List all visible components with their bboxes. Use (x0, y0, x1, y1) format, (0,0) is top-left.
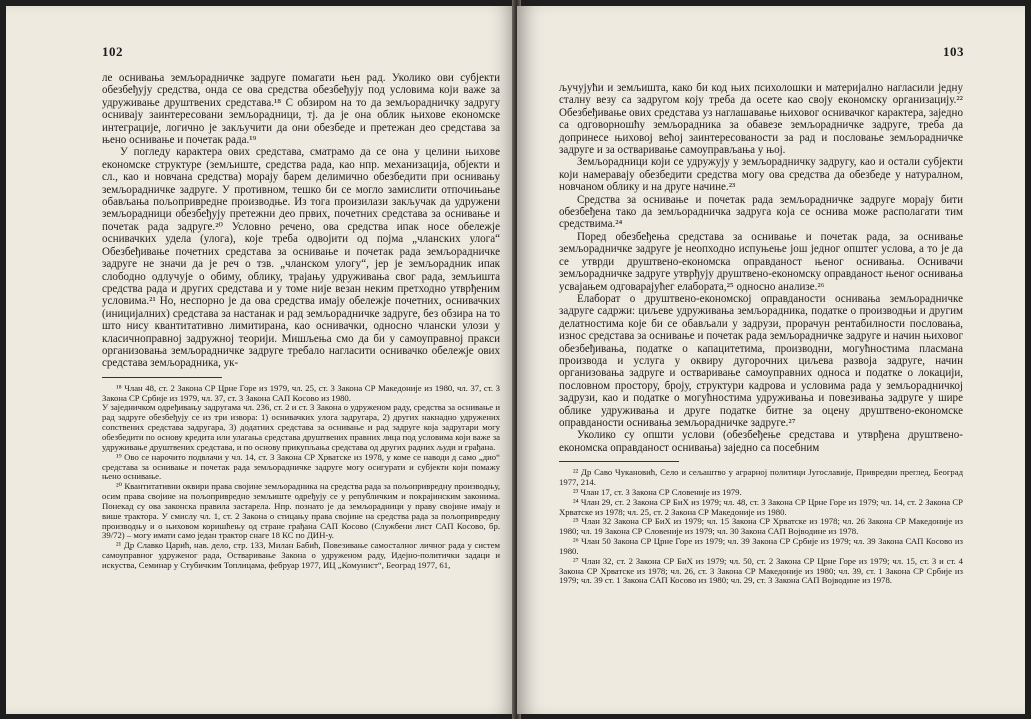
paragraph: Земљорадници који се удружују у земљорадничку задругу, као и остали субјекти који намеравају обезбедити средства могу ова средства да обезбеде у натуралном, новчаном облику и на друге начине.²³ (559, 156, 963, 194)
footnotes (559, 468, 963, 586)
right-page-content (559, 46, 963, 586)
right-page (517, 6, 1025, 714)
footnote: ²² Др Саво Чукановић, Село и сељаштво у аграрној политици Југославије, Привредни преглед, Београд 1977, 214. (559, 467, 963, 488)
body-text (559, 82, 963, 454)
footnote: ¹⁹ Ово се нарочито подвлачи у чл. 14, ст. 3 Закона СР Хрватске из 1978, у коме се наводи д само „дио“ средстава за оснивање и почетак рада земљорадничке задруге могу осигурати и субјекти који помажу њено оснивање. (102, 451, 500, 482)
paragraph: Поред обезбеђења средстава за оснивање и почетак рада, за оснивање земљорадничке задруге је неопходно испуњење још једног општег услова, а то је да се утврди друштвено-економска оправданост њеног оснивања. Оснивачи земљорадничке задруге утврђују друштвено-економску оправданост њеног оснивања усвајањем одговарајућег елабората,²⁵ односно анализе.²⁶ (559, 230, 963, 293)
paragraph: ле оснивања земљорадничке задруге помагати њен рад. Уколико ови субјекти обезбеђују средства, онда се ова средства обезбеђују под условима који важе за удруживање друштвених средстава.¹⁸ С обзиром на то да земљорадничку задругу оснивају заинтересовани земљорадници, тј. да је она облик њихове економске интеграције, логично је закључити да они обезбеде и претежан део средстава за њено оснивање и почетак рада.¹⁹ (102, 72, 500, 147)
footnote: ²⁴ Члан 29, ст. 2 Закона СР БиХ из 1979; чл. 48, ст. 3 Закона СР Црне Горе из 1979; чл. 14, ст. 2 Закона СР Хрватске из 1978; чл. 25, ст. 2 Закона СР Македоније из 1980. (559, 496, 963, 517)
body-text (102, 72, 500, 370)
footnote-divider (102, 377, 222, 378)
footnote-divider (559, 461, 679, 462)
footnote: ²⁷ Члан 32, ст. 2 Закона СР БиХ из 1979; чл. 50, ст. 2 Закона СР Црне Горе из 1979; чл. 15, ст. 3 и ст. 4 Закона СР Хрватске из 1978; чл. 26, ст. 3 Закона СР Македоније из 1980; чл. 39, ст. 1 Закона СР Србије из 1979; чл. 39 ст. 1 Закона САП Косово из 1980; чл. 29, ст. 3 Закона САП Војводине из 1978. (559, 555, 963, 586)
paragraph: Уколико су општи услови (обезбеђење средстава и утврђена друштвено-економска оправданост оснивања) заједно са посебним (559, 429, 963, 454)
page-number: 102 (102, 44, 123, 59)
footnote: ²⁵ Члан 32 Закона СР БиХ из 1979; чл. 15 Закона СР Хрватске из 1978; чл. 26 Закона СР Македоније из 1980; чл. 19 Закона СР Словеније из 1979; чл. 30 Закона САП Војводине из 1978. (559, 516, 963, 537)
footnote: ²¹ Др Славко Царић, нав. дело, стр. 133, Милан Бабић, Повезивање самосталног личног рада у систем самоуправног удруженог рада, Остваривање Закона о удруженом раду, Идејно-политички задаци и искуства, Семинар у Стубичким Топлицама, фебруар 1977, ИЦ „Комунист“, Београд 1977, 61, (102, 540, 500, 570)
paragraph: ључујући и земљишта, како би код њих психолошки и материјално нагласили једну сталну везу са задругом коју треба да осете као своју економску организацију.²² Обезбеђивање ових средстава уз наглашавање њиховог оснивачког карактера, заједно са одговорношћу земљорадника за обавезе земљорадничке задруге, треба да допринесе њиховој већој заинтересованости за рад и пословање земљорадничке задруге и за остваривање самоуправљања у њој. (559, 82, 963, 157)
left-page-content (102, 46, 500, 571)
footnotes (102, 384, 500, 571)
paragraph: Елаборат о друштвено-економској оправданости оснивања земљорадничке задруге садржи: циљеве удруживања земљорадника, податке о производњи и другим делатностима које би се обављали у задрузи, прорачун рентабилности пословања, износ средстава за оснивање и почетак рада земљорадничке задруге и начин њиховог обезбеђивања, податке о капацитетима, производни, могућностима пласмана производа и услуга у оквиру дугорочних циљева развоја задруге, начин организовања задруге и остваривање самоуправних односа и податке о локацији, пословном простору, броју, структури кадрова и условима рада у земљорадничкој задрузи, као и податке о могућностима удруживања и повезивања задруге у шире облике удруживања и друге податке битне за оцену друштвено-економске оправданости оснивања земљорадничке задруге.²⁷ (559, 292, 963, 429)
footnote: ²³ Члан 17, ст. 3 Закона СР Словеније из 1979. (573, 486, 742, 497)
footnote: У заједничком одређивању задругама чл. 236, ст. 2 и ст. 3 Закона о удруженом раду, средства за оснивање и рад задруге обезбеђују се из три извора: 1) оснивачких улога задругара, 2) других накнадно удружених сопствених средстава задругара, 3) додатних средстава за оснивање и рад задруге која задругари могу обезбедити по основу кредита или улагања средстава друштвених правних лица под условима који важе за удруживање друштвених средстава, и по основу прикупљања средстава од других радних људи и грађана. (102, 402, 500, 452)
page-number: 103 (943, 44, 964, 59)
footnote: ¹⁸ Члан 48, ст. 2 Закона СР Црне Горе из 1979, чл. 25, ст. 3 Закона СР Македоније из 1980, чл. 37, ст. 3 Закона СР Србије из 1979, чл. 37, ст. 3 Закона САП Косово из 1980. (102, 382, 500, 403)
paragraph: Средства за оснивање и почетак рада земљорадничке задруге морају бити обезбеђена тако да земљорадничка задруга која се оснива може располагати тим средствима.²⁴ (559, 193, 963, 231)
paragraph: У погледу карактера ових средстава, сматрамо да се она у целини њихове економске структуре (земљиште, средства рада, као нпр. механизација, објекти и сл., као и новчана средства) морају барем делимично обезбедити при оснивању земљорадничке задруге. У противном, тешко би се могло замислити отпочињање обављања пољопривредне производње. Из тога произилази закључак да удружени земљорадници обезбеђују претежни део првих, почетних средстава за оснивање и почетак рада задруге.²⁰ Условно речено, ова средства ипак носе обележје оснивачких удела (улога), које треба одвојити од појма „чланских улога“ Обезбеђивање почетних средстава за оснивање и почетак рада земљорадничке задруге не значи да је реч о тзв. „чланском улогу“, јер је земљорадник ипак слободно одлучује о обиму, облику, трајању удруживања свог рада, земљишта средства рада и других средстава и у томе није везан неким претходно утврђеним условима.²¹ Но, неспорно је да ова средства имају обележје почетних, оснивачких (иницијалних) средстава за настанак и рад земљорадничке задруге, без обзира на то што нису квантитативно лимитирана, као оснивачки, односно члански улози у класичноправној задружној теорији. Мишљења смо да би у самоуправној пракси организовања земљорадничке задруге требало нагласити оснивачко обележје ових средстава земљорадника, ук- (102, 146, 500, 370)
footnote: ²⁰ Квантитативни оквири права својине земљорадника на средства рада за пољопривредну производњу, осим права својине на пољопривредно земљиште одређују се у републичким и покрајинским законима. Понекад су ова законска правила застарела. Нпр. познато је да земљорадници у праву својине имају и више трактора. У смислу чл. 1, ст. 2 Закона о стицању права својине на средства рада за пољопривредну производњу и о њиховом коришћењу од стране грађана САП Косово (Службени лист САП Косово, бр. 39/72) – могу имати само један трактор снаге 18 КС по ДИН-у. (102, 481, 500, 541)
left-page (6, 6, 516, 714)
footnote: ²⁶ Члан 50 Закона СР Црне Горе из 1979; чл. 39 Закона СР Србије из 1979; чл. 39 Закона САП Косово из 1980. (559, 536, 963, 556)
